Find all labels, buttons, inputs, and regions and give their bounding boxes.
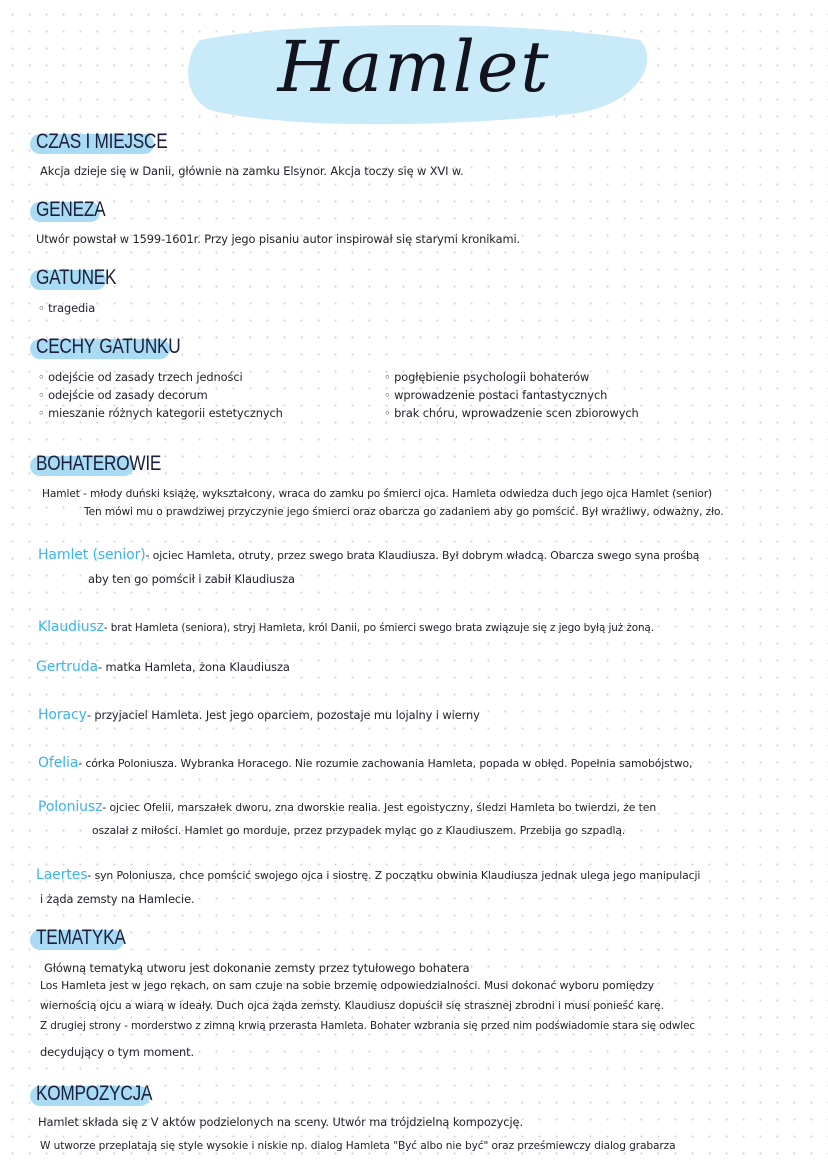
poloniusz-name: Poloniusz — [38, 799, 103, 815]
heading-kompozycja: KOMPOZYCJA — [36, 1080, 178, 1108]
heading-gatunek: GATUNEK — [36, 264, 134, 292]
horacy-line: Horacy- przyjaciel Hamleta. Jest jego oparciem, pozostaje mu lojalny i wierny — [38, 707, 480, 723]
title-area — [0, 0, 828, 140]
heading-tematyka: TEMATYKA — [36, 924, 145, 952]
hamlet-senior-line-1: Hamlet (senior)- ojciec Hamleta, otruty, przez swego brata Klaudiusza. Był dobrym władcą. Obarcza swego syna prośbą — [38, 547, 700, 563]
gatunek-item: ◦ tragedia — [38, 301, 96, 315]
hamlet-senior-name: Hamlet (senior) — [38, 547, 146, 563]
cechy-left-2: ◦ odejście od zasady decorum — [38, 388, 208, 402]
cechy-left-1: ◦ odejście od zasady trzech jedności — [38, 370, 243, 384]
hamlet-line-1: Hamlet - młody duński książę, wykształcony, wraca do zamku po śmierci ojca. Hamleta odwiedza duch jego ojca Hamlet (senior) — [42, 488, 713, 500]
horacy-name: Horacy — [38, 707, 87, 723]
cechy-left-3: ◦ mieszanie różnych kategorii estetycznych — [38, 406, 283, 420]
laertes-line-2: i żąda zemsty na Hamlecie. — [40, 892, 195, 906]
tematyka-line-4: Z drugiej strony - morderstwo z zimną krwią przerasta Hamleta. Bohater wzbrania się przed nim podświadomie stara się odwlec — [40, 1020, 695, 1032]
czas-text: Akcja dzieje się w Danii, głównie na zamku Elsynor. Akcja toczy się w XVI w. — [40, 164, 464, 178]
cechy-right-3: ◦ brak chóru, wprowadzenie scen zbiorowych — [384, 406, 639, 420]
hamlet-senior-line-2: aby ten go pomścił i zabił Klaudiusza — [88, 572, 295, 586]
kompozycja-line-2: W utworze przeplatają się style wysokie i niskie np. dialog Hamleta "Być albo nie być" oraz prześmiewczy dialog grabarza — [40, 1140, 676, 1152]
gertruda-name: Gertruda — [36, 659, 99, 675]
ofelia-line: Ofelia- córka Poloniusza. Wybranka Horacego. Nie rozumie zachowania Hamleta, popada w obłęd. Popełnia samobójstwo, — [38, 755, 693, 771]
heading-geneza: GENEZA — [36, 196, 121, 224]
tematyka-line-3: wiernością ojcu a wiarą w ideały. Duch ojca żąda zemsty. Klaudiusz dopuścił się strasznej zbrodni i musi ponieść karę. — [40, 999, 664, 1012]
kompozycja-line-1: Hamlet składa się z V aktów podzielonych na sceny. Utwór ma trójdzielną kompozycję. — [38, 1115, 523, 1129]
page-title: Hamlet — [277, 26, 551, 108]
heading-bohaterowie: BOHATEROWIE — [36, 450, 189, 478]
cechy-right-2: ◦ wprowadzenie postaci fantastycznych — [384, 388, 608, 402]
laertes-line-1: Laertes- syn Poloniusza, chce pomścić swojego ojca i siostrę. Z początku obwinia Klaudiusza jednak ulega jego manipulacji — [36, 867, 701, 883]
tematyka-line-1: Główną tematyką utworu jest dokonanie zemsty przez tytułowego bohatera — [44, 961, 470, 975]
gertruda-line: Gertruda- matka Hamleta, żona Klaudiusza — [36, 659, 290, 675]
poloniusz-line-2: oszalał z miłości. Hamlet go morduje, przez przypadek myląc go z Klaudiuszem. Przebija go szpadlą. — [92, 824, 626, 837]
hamlet-line-2: Ten mówi mu o prawdziwej przyczynie jego śmierci oraz obarcza go zadaniem aby go pomścić. Był wrażliwy, odważny, zło. — [84, 506, 724, 518]
klaudiusz-name: Klaudiusz — [38, 619, 104, 635]
tematyka-line-5: decydujący o tym moment. — [40, 1045, 195, 1059]
tematyka-line-2: Los Hamleta jest w jego rękach, on sam czuje na sobie brzemię odpowiedzialności. Musi dokonać wyboru pomiędzy — [40, 979, 655, 992]
heading-czas: CZAS I MIEJSCE — [36, 128, 196, 156]
klaudiusz-line: Klaudiusz- brat Hamleta (seniora), stryj Hamleta, król Danii, po śmierci swego brata związuje się z jego byłą już żoną. — [38, 619, 654, 635]
geneza-text: Utwór powstał w 1599-1601r. Przy jego pisaniu autor inspirował się starymi kronikami. — [36, 232, 521, 246]
laertes-name: Laertes — [36, 867, 88, 883]
heading-cechy: CECHY GATUNKU — [36, 333, 212, 361]
cechy-right-1: ◦ pogłębienie psychologii bohaterów — [384, 370, 590, 384]
ofelia-name: Ofelia — [38, 755, 79, 771]
poloniusz-line-1: Poloniusz- ojciec Ofelii, marszałek dworu, zna dworskie realia. Jest egoistyczny, śledzi Hamleta bo twierdzi, że ten — [38, 799, 657, 815]
